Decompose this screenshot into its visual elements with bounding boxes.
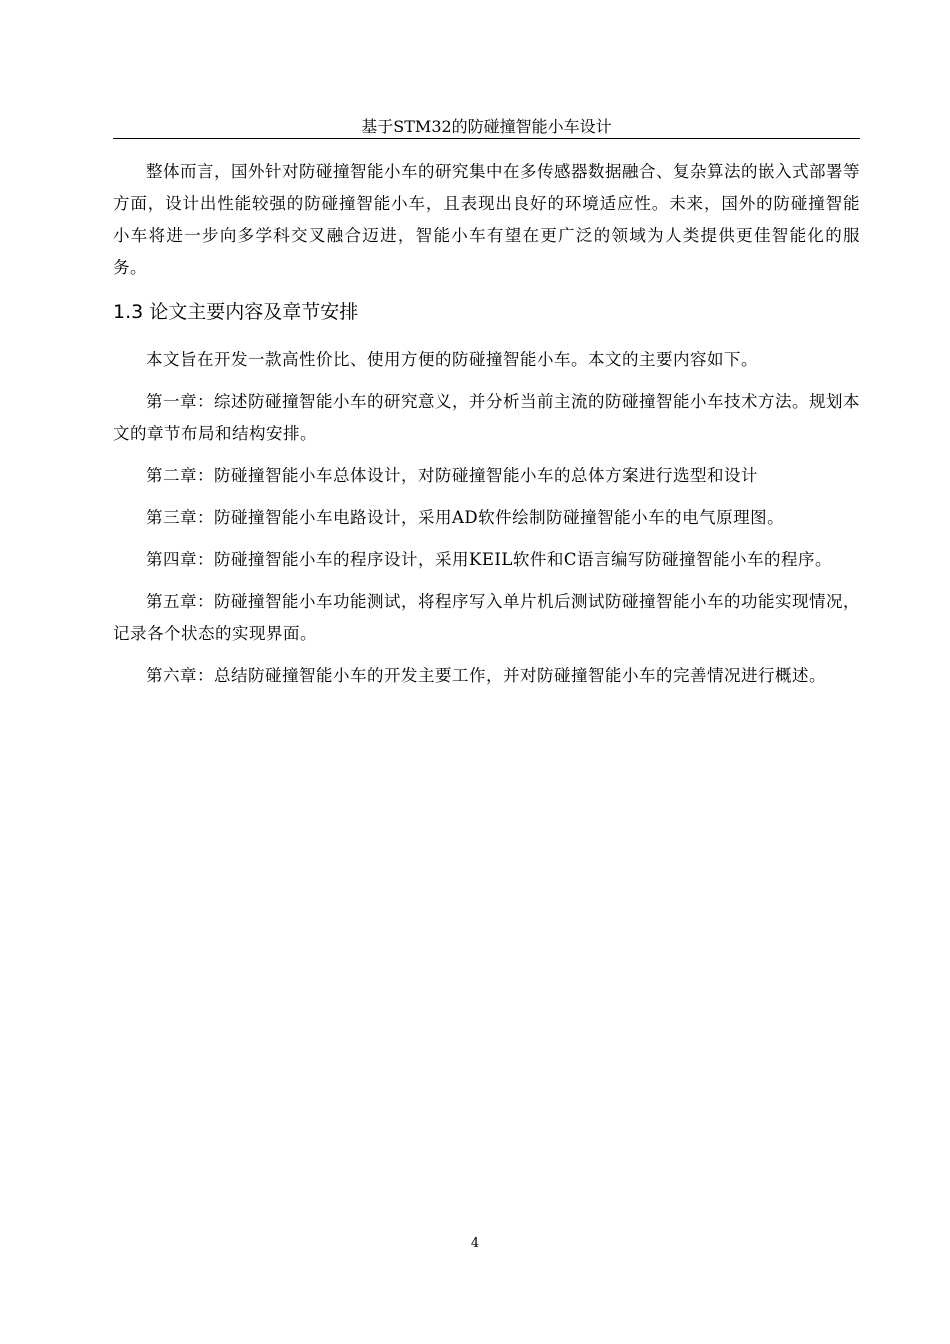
section-paragraph-intro: 本文旨在开发一款高性价比、使用方便的防碰撞智能小车。本文的主要内容如下。 — [146, 350, 758, 369]
chapter-4-paragraph: 第四章：防碰撞智能小车的程序设计，采用KEIL软件和C语言编写防碰撞智能小车的程序。 — [146, 550, 832, 569]
section-body — [113, 344, 860, 692]
chapter-1-paragraph: 第一章：综述防碰撞智能小车的研究意义，并分析当前主流的防碰撞智能小车技术方法。规划本文的章节布局和结构安排。 — [113, 392, 860, 443]
running-header: 基于STM32的防碰撞智能小车设计 — [361, 117, 612, 136]
header-divider — [113, 138, 860, 139]
section-heading: 1.3 论文主要内容及章节安排 — [113, 301, 359, 323]
chapter-3-paragraph: 第三章：防碰撞智能小车电路设计，采用AD软件绘制防碰撞智能小车的电气原理图。 — [146, 508, 785, 527]
chapter-2-paragraph: 第二章：防碰撞智能小车总体设计，对防碰撞智能小车的总体方案进行选型和设计 — [146, 466, 758, 485]
page-body — [113, 156, 860, 702]
chapter-5-paragraph: 第五章：防碰撞智能小车功能测试，将程序写入单片机后测试防碰撞智能小车的功能实现情况，记录各个状态的实现界面。 — [113, 592, 860, 643]
page-number: 4 — [470, 1236, 480, 1251]
chapter-6-paragraph: 第六章：总结防碰撞智能小车的开发主要工作，并对防碰撞智能小车的完善情况进行概述。 — [146, 666, 826, 685]
intro-paragraph: 整体而言，国外针对防碰撞智能小车的研究集中在多传感器数据融合、复杂算法的嵌入式部署等方面，设计出性能较强的防碰撞智能小车，且表现出良好的环境适应性。未来，国外的防碰撞智能小车将进一步向多学科交叉融合迈进，智能小车有望在更广泛的领域为人类提供更佳智能化的服务。 — [113, 162, 860, 277]
